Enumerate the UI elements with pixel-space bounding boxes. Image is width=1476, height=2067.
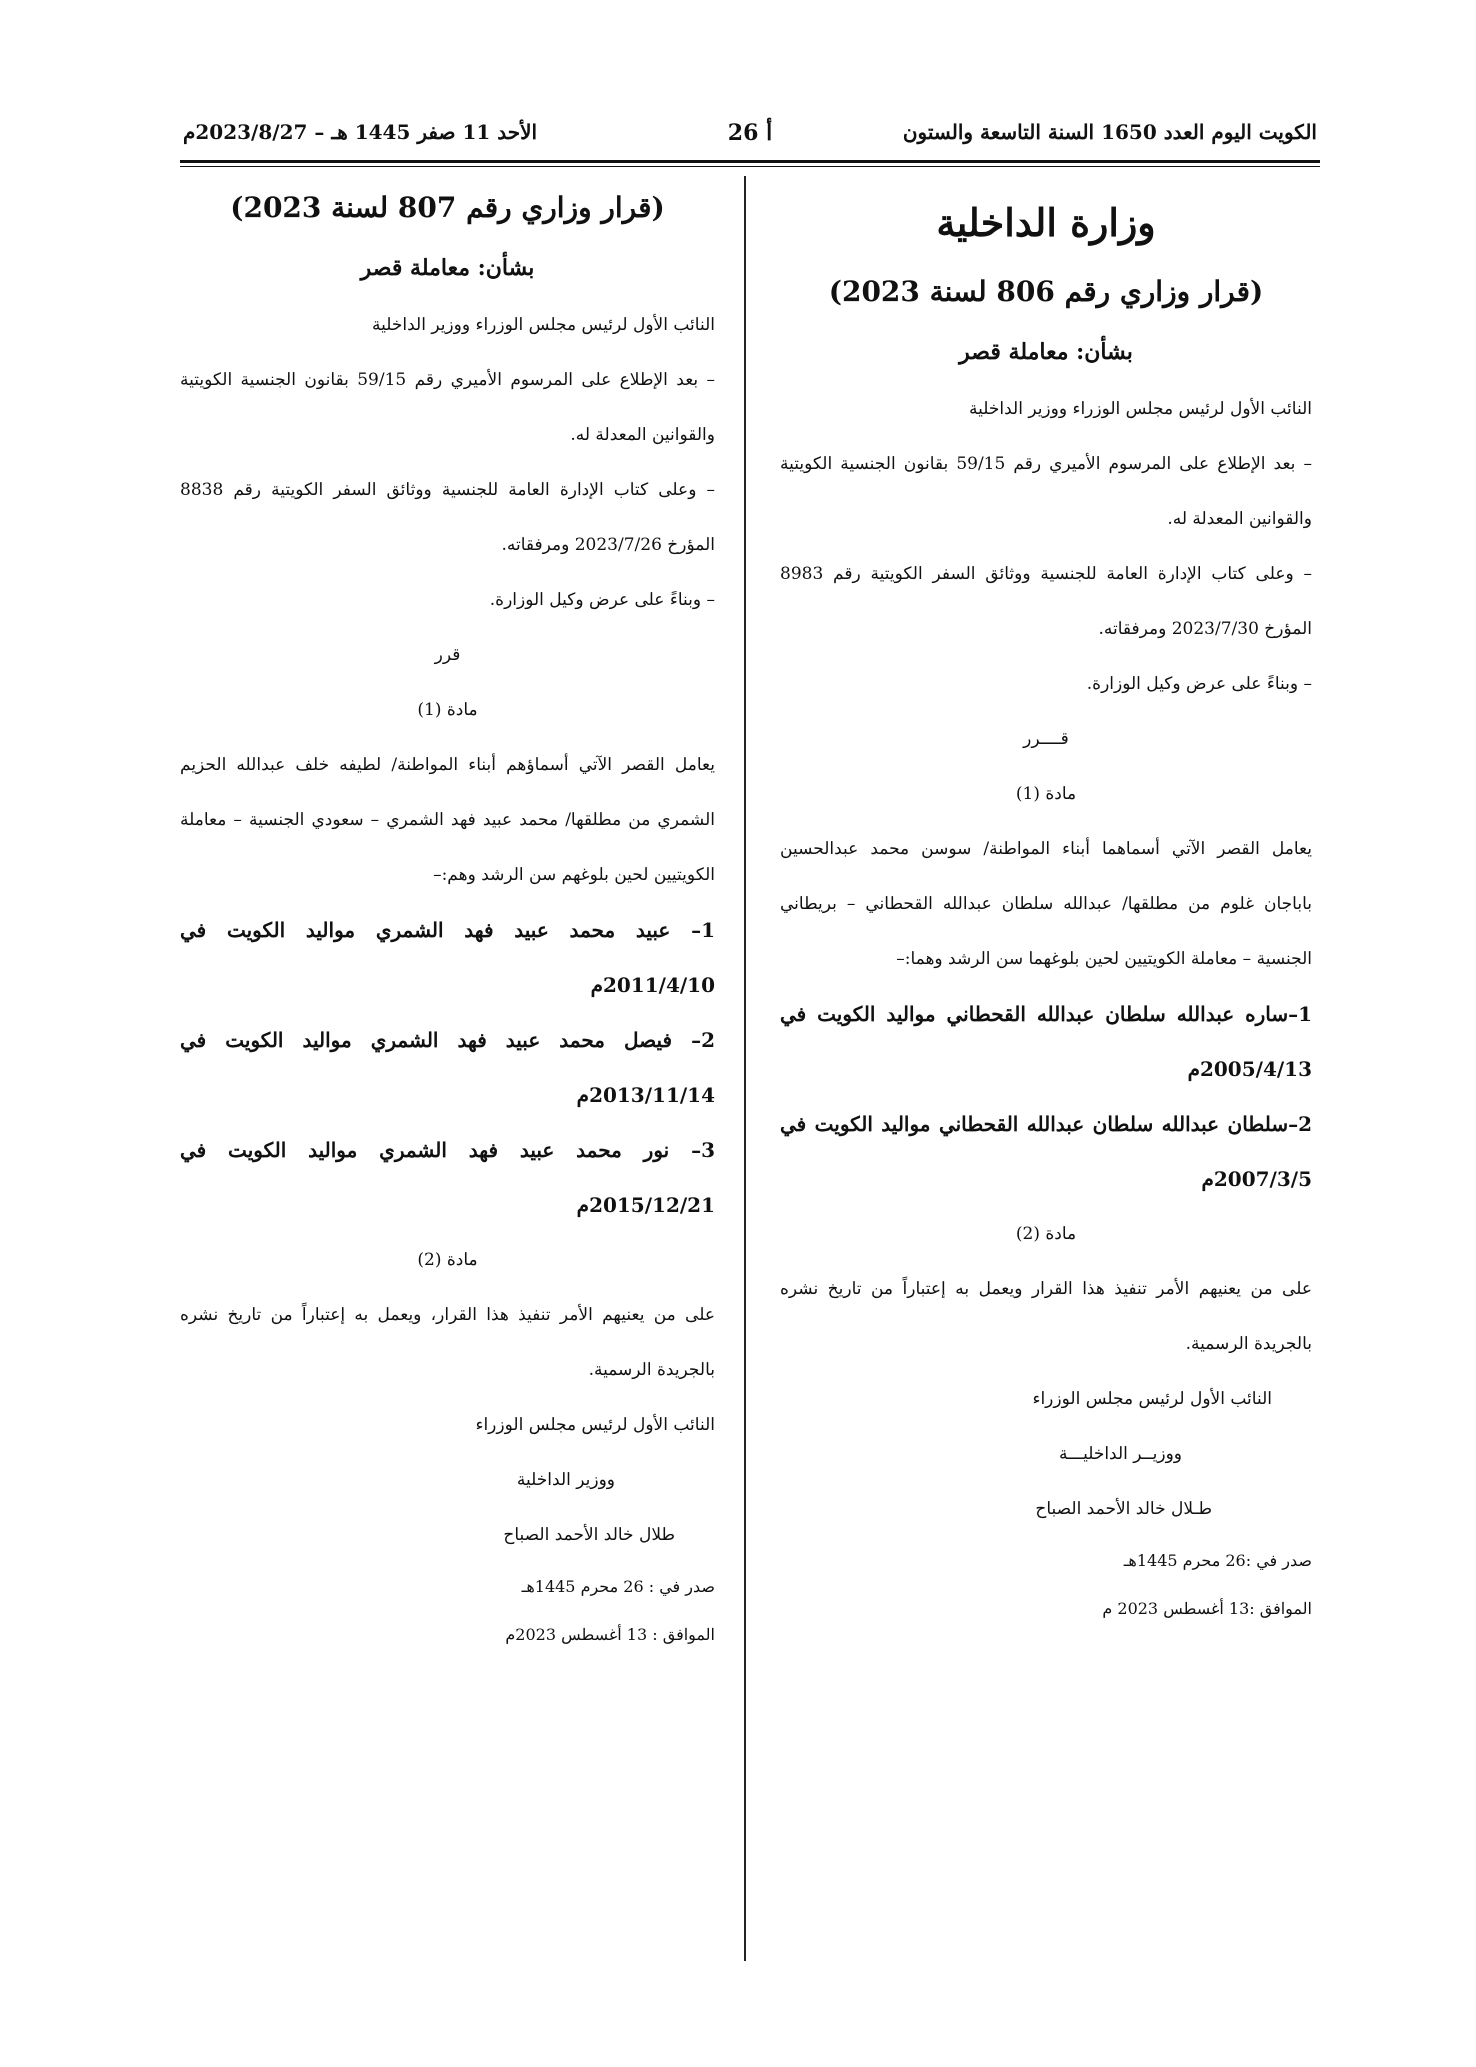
header-rule-thin	[180, 166, 1320, 167]
signatory-ministry: ووزيــر الداخليـــة	[1059, 1444, 1182, 1464]
corresponding-date: الموافق :13 أغسطس 2023 م	[1102, 1599, 1312, 1618]
decision-807-column	[180, 178, 715, 1659]
decision-subject: بشأن: معاملة قصر	[959, 339, 1133, 365]
preamble-item: – وبناءً على عرض وكيل الوزارة.	[1086, 674, 1312, 694]
issued-date: صدر في : 26 محرم 1445هـ	[521, 1577, 715, 1596]
page-number: أ 26	[727, 120, 773, 146]
signatory-ministry: ووزير الداخلية	[516, 1470, 615, 1490]
article-2-title: مادة (2)	[1015, 1224, 1077, 1244]
preamble-item: – بعد الإطلاع على المرسوم الأميري رقم 59/15 بقانون الجنسية الكويتية والقوانين المعدلة له.	[780, 454, 1312, 529]
article-2-text: على من يعنيهم الأمر تنفيذ هذا القرار ويعمل به إعتباراً من تاريخ نشره بالجريدة الرسمية.	[780, 1279, 1312, 1354]
decided-heading: قرر	[434, 645, 461, 665]
signatory-name: طـلال خالد الأحمد الصباح	[1035, 1499, 1212, 1519]
decision-title: (قرار وزاري رقم 807 لسنة 2023)	[230, 191, 665, 224]
issuer-line: النائب الأول لرئيس مجلس الوزراء ووزير الداخلية	[968, 399, 1312, 419]
article-1-title: مادة (1)	[1015, 784, 1077, 804]
signatory-title: النائب الأول لرئيس مجلس الوزراء	[1032, 1389, 1272, 1409]
issue-date: الأحد 11 صفر 1445 هـ – 2023/8/27م	[183, 120, 538, 144]
gazette-issue-info: الكويت اليوم العدد 1650 السنة التاسعة والستون	[902, 120, 1317, 144]
signatory-title: النائب الأول لرئيس مجلس الوزراء	[475, 1415, 715, 1435]
ministry-title: وزارة الداخلية	[936, 200, 1156, 245]
preamble-item: – وعلى كتاب الإدارة العامة للجنسية ووثائق السفر الكويتية رقم 8983 المؤرخ 2023/7/30 ومرفقاته.	[780, 564, 1312, 639]
minor-item: 1–ساره عبدالله سلطان عبدالله القحطاني مواليد الكويت في 2005/4/13م	[780, 1002, 1312, 1081]
preamble-item: – وعلى كتاب الإدارة العامة للجنسية ووثائق السفر الكويتية رقم 8838 المؤرخ 2023/7/26 ومرفقاته.	[180, 480, 715, 555]
minor-item: 2– فيصل محمد عبيد فهد الشمري مواليد الكويت في 2013/11/14م	[180, 1028, 715, 1107]
minor-item: 3– نور محمد عبيد فهد الشمري مواليد الكويت في 2015/12/21م	[180, 1138, 715, 1217]
article-1-text: يعامل القصر الآتي أسماهما أبناء المواطنة/ سوسن محمد عبدالحسين باباجان غلوم من مطلقها/ عبدالله سلطان عبدالله القحطاني – بريطاني الجنسية – معاملة الكويتيين لحين بلوغهما سن الرشد وهما:–	[780, 839, 1312, 969]
minor-item: 1– عبيد محمد عبيد فهد الشمري مواليد الكويت في 2011/4/10م	[180, 918, 715, 997]
issued-date: صدر في :26 محرم 1445هـ	[1123, 1551, 1312, 1570]
article-2-text: على من يعنيهم الأمر تنفيذ هذا القرار، ويعمل به إعتباراً من تاريخ نشره بالجريدة الرسمية.	[180, 1305, 715, 1380]
preamble-item: – بعد الإطلاع على المرسوم الأميري رقم 59/15 بقانون الجنسية الكويتية والقوانين المعدلة له.	[180, 370, 715, 445]
decision-806-column	[780, 180, 1312, 1633]
issuer-line: النائب الأول لرئيس مجلس الوزراء ووزير الداخلية	[371, 315, 715, 335]
decision-title: (قرار وزاري رقم 806 لسنة 2023)	[828, 275, 1264, 308]
header-rule-thick	[180, 160, 1320, 163]
preamble-item: – وبناءً على عرض وكيل الوزارة.	[489, 590, 715, 610]
corresponding-date: الموافق : 13 أغسطس 2023م	[505, 1625, 715, 1644]
decided-heading: قــــرر	[1023, 729, 1069, 749]
article-1-title: مادة (1)	[417, 700, 478, 720]
column-divider	[744, 176, 746, 1961]
article-1-text: يعامل القصر الآتي أسماؤهم أبناء المواطنة/ لطيفه خلف عبدالله الحزيم الشمري من مطلقها/ محمد عبيد فهد الشمري – سعودي الجنسية – معاملة الكويتيين لحين بلوغهم سن الرشد وهم:–	[180, 755, 715, 885]
minor-item: 2–سلطان عبدالله سلطان عبدالله القحطاني مواليد الكويت في 2007/3/5م	[780, 1112, 1312, 1191]
decision-subject: بشأن: معاملة قصر	[360, 255, 535, 281]
signatory-name: طلال خالد الأحمد الصباح	[503, 1525, 675, 1545]
article-2-title: مادة (2)	[417, 1250, 478, 1270]
